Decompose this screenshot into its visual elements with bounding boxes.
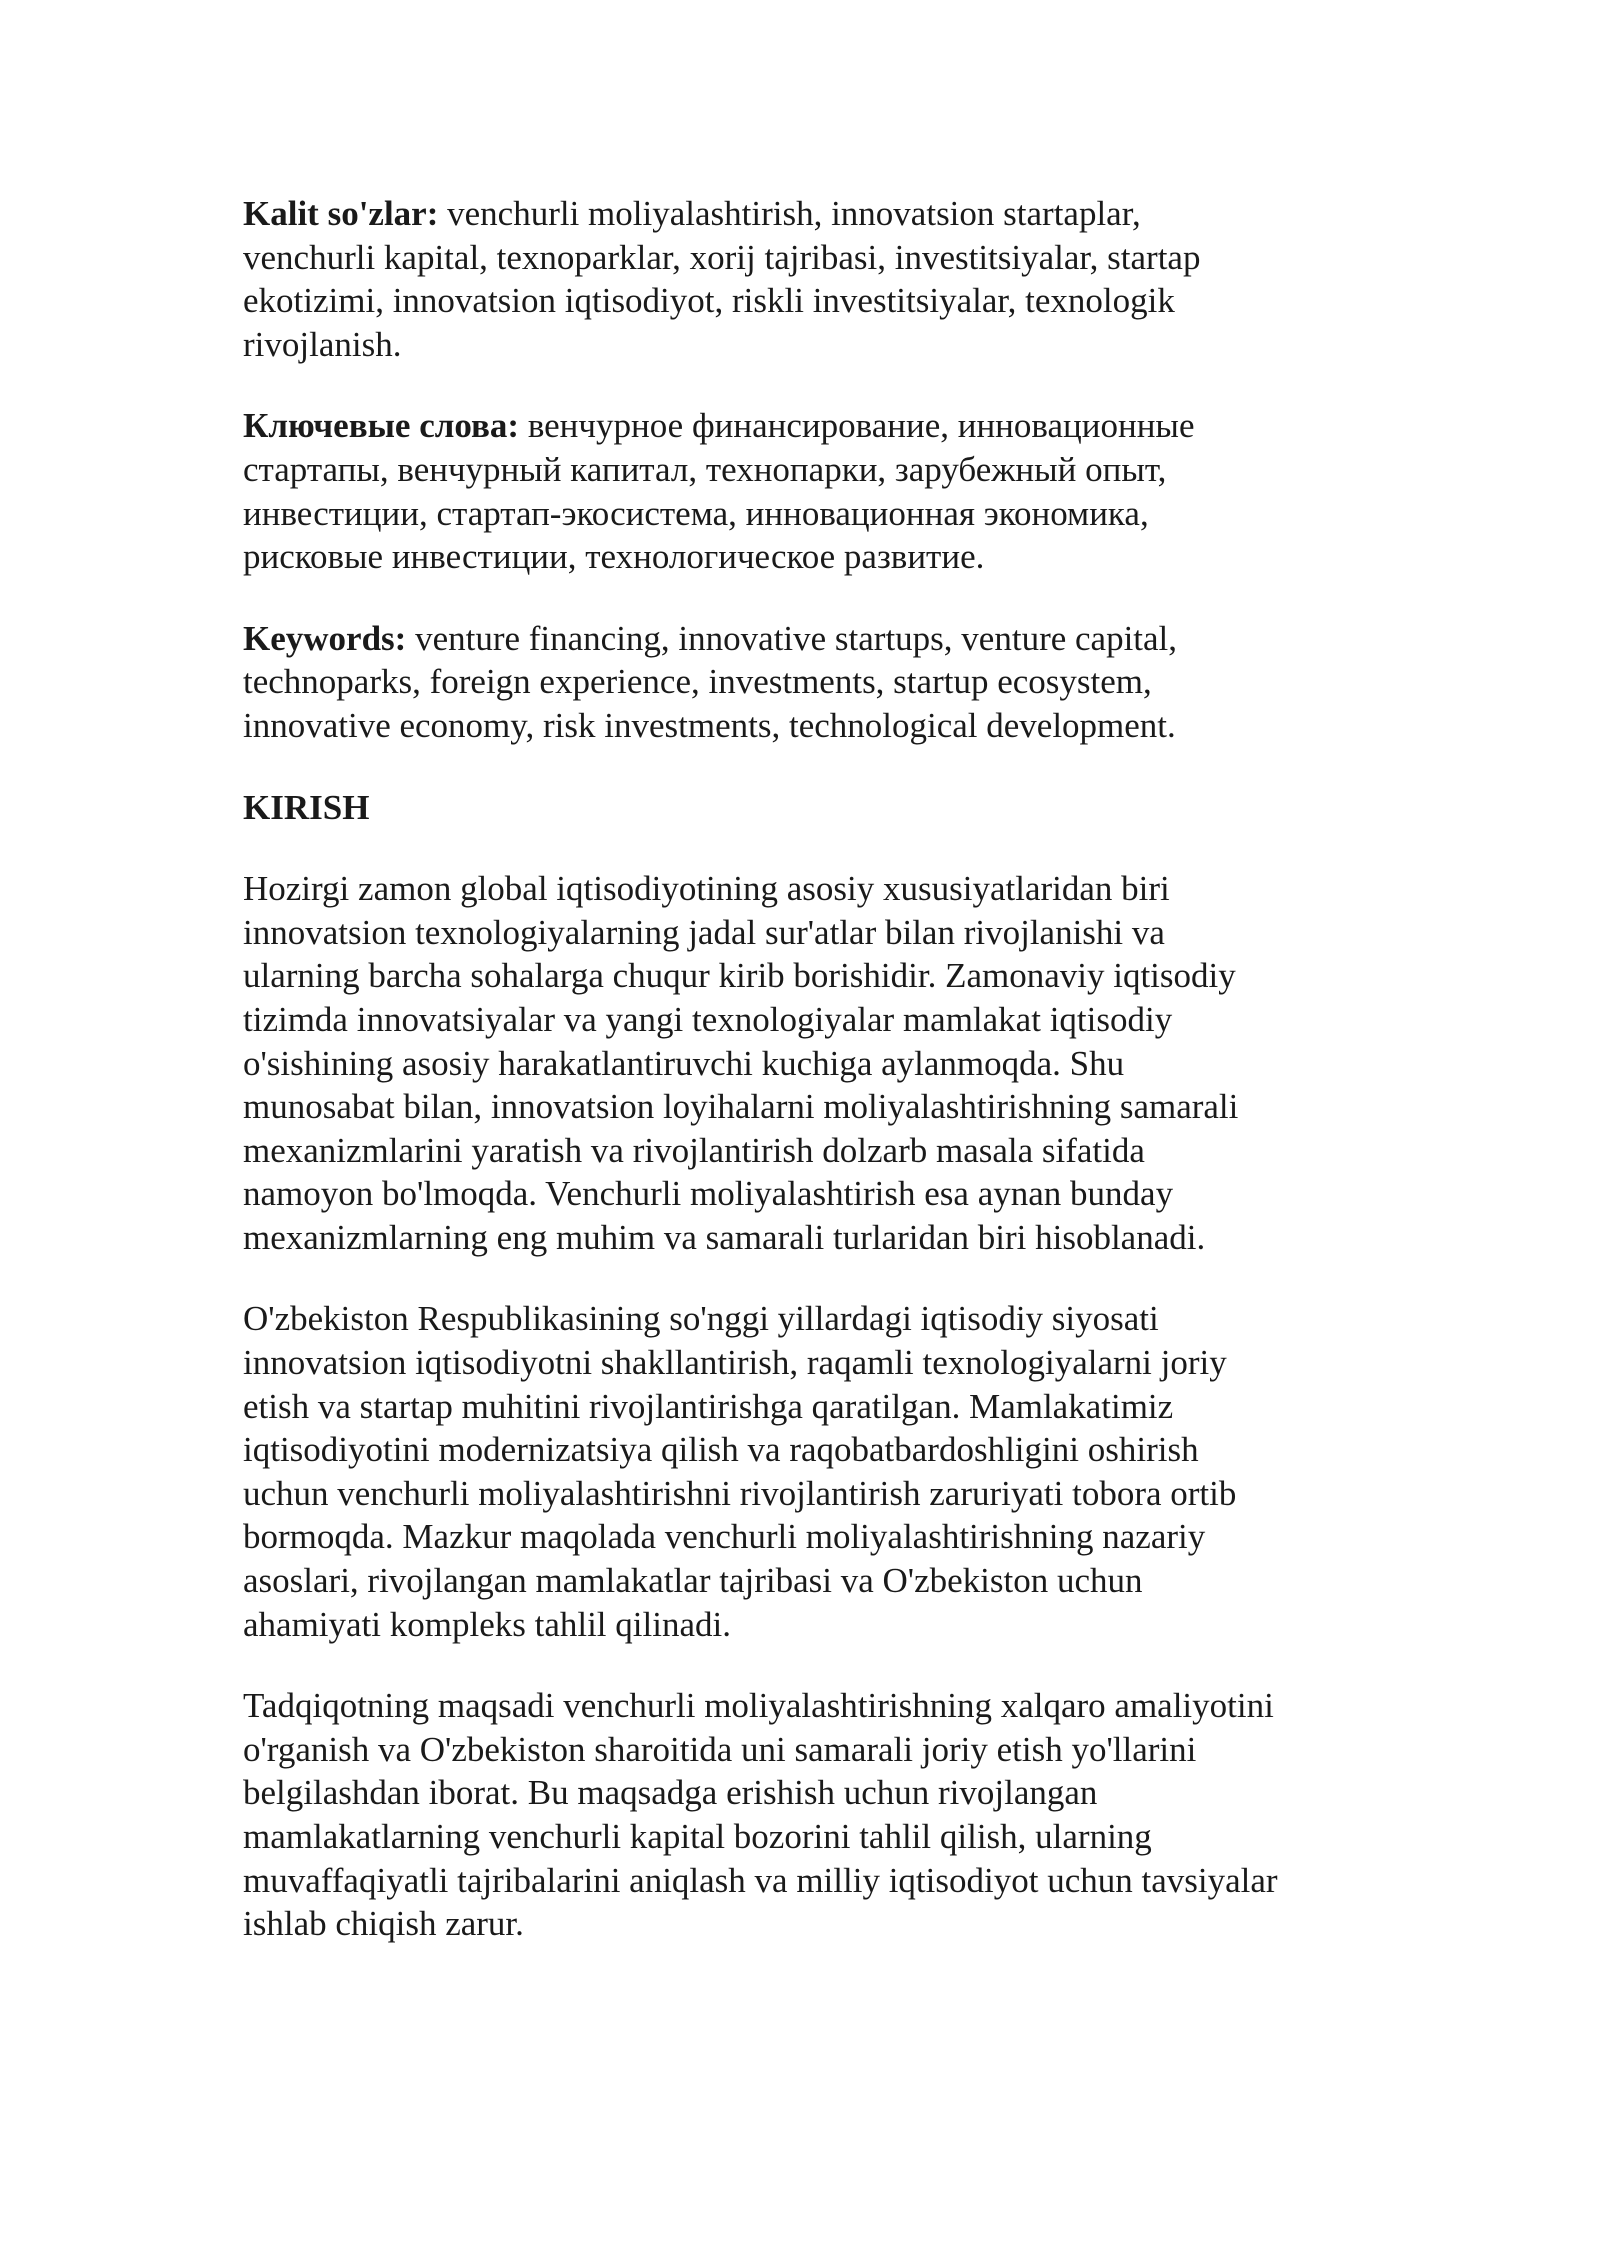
text-line: innovative economy, risk investments, technological development. — [243, 705, 1176, 745]
text-line: iqtisodiyotini modernizatsiya qilish va raqobatbardoshligini oshirish — [243, 1430, 1199, 1470]
text-line: innovatsion iqtisodiyotni shakllantirish, raqamli texnologiyalarni joriy — [243, 1343, 1227, 1383]
keywords-english-label: Keywords: — [243, 618, 407, 658]
body-paragraph-3 — [243, 1684, 1383, 1946]
text-line: belgilashdan iborat. Bu maqsadga erishish uchun rivojlangan — [243, 1773, 1098, 1813]
text-line: стартапы, венчурный капитал, технопарки, зарубежный опыт, — [243, 449, 1167, 489]
text-line: munosabat bilan, innovatsion loyihalarni moliyalashtirishning samarali — [243, 1087, 1239, 1127]
keywords-russian — [243, 404, 1383, 578]
keywords-english — [243, 617, 1383, 748]
body-paragraph-1 — [243, 867, 1383, 1259]
text-line: venture financing, innovative startups, venture capital, — [406, 618, 1178, 658]
keywords-uzbek-label: Kalit so'zlar: — [243, 194, 439, 233]
text-line: mamlakatlarning venchurli kapital bozorini tahlil qilish, ularning — [243, 1817, 1152, 1856]
text-line: ishlab chiqish zarur. — [243, 1904, 524, 1944]
keywords-uzbek — [243, 192, 1383, 366]
text-line: ekotizimi, innovatsion iqtisodiyot, riskli investitsiyalar, texnologik — [243, 281, 1175, 321]
text-line: o'sishining asosiy harakatlantiruvchi kuchiga aylanmoqda. Shu — [243, 1043, 1125, 1083]
text-line: asoslari, rivojlangan mamlakatlar tajribasi va O'zbekiston uchun — [243, 1561, 1143, 1601]
text-line: o'rganish va O'zbekiston sharoitida uni samarali joriy etish yo'llarini — [243, 1729, 1197, 1769]
text-line: mexanizmlarning eng muhim va samarali turlaridan biri hisoblanadi. — [243, 1217, 1206, 1257]
text-line: etish va startap muhitini rivojlantirishga qaratilgan. Mamlakatimiz — [243, 1386, 1174, 1426]
text-line: ularning barcha sohalarga chuqur kirib borishidir. Zamonaviy iqtisodiy — [243, 956, 1236, 996]
document-page — [243, 192, 1383, 1984]
text-line: innovatsion texnologiyalarning jadal sur'atlar bilan rivojlanishi va — [243, 912, 1165, 952]
text-line: Tadqiqotning maqsadi venchurli moliyalashtirishning xalqaro amaliyotini — [243, 1686, 1274, 1726]
text-line: bormoqda. Mazkur maqolada venchurli moliyalashtirishning nazariy — [243, 1517, 1206, 1557]
text-line: O'zbekiston Respublikasining so'nggi yillardagi iqtisodiy siyosati — [243, 1299, 1159, 1339]
text-line: rivojlanish. — [243, 324, 402, 364]
text-line: technoparks, foreign experience, investments, startup ecosystem, — [243, 662, 1152, 702]
text-line: Hozirgi zamon global iqtisodiyotining asosiy xususiyatlaridan biri — [243, 869, 1170, 909]
text-line: mexanizmlarini yaratish va rivojlantirish dolzarb masala sifatida — [243, 1130, 1145, 1170]
text-line: рисковые инвестиции, технологическое развитие. — [243, 537, 985, 577]
text-line: инвестиции, стартап-экосистема, инновационная экономика, — [243, 493, 1149, 533]
text-line: venchurli kapital, texnoparklar, xorij tajribasi, investitsiyalar, startap — [243, 237, 1201, 277]
body-paragraph-2 — [243, 1297, 1383, 1646]
section-heading: KIRISH — [243, 787, 370, 827]
text-line: tizimda innovatsiyalar va yangi texnologiyalar mamlakat iqtisodiy — [243, 999, 1173, 1039]
text-line: венчурное финансирование, инновационные — [519, 406, 1195, 446]
text-line: namoyon bo'lmoqda. Venchurli moliyalashtirish esa aynan bunday — [243, 1174, 1174, 1214]
text-line: uchun venchurli moliyalashtirishni rivojlantirish zaruriyati tobora ortib — [243, 1473, 1237, 1513]
text-line: muvaffaqiyatli tajribalarini aniqlash va milliy iqtisodiyot uchun tavsiyalar — [243, 1860, 1278, 1900]
keywords-russian-label: Ключевые слова: — [243, 406, 520, 446]
text-line: ahamiyati kompleks tahlil qilinadi. — [243, 1604, 731, 1644]
text-line: venchurli moliyalashtirish, innovatsion startaplar, — [438, 194, 1141, 233]
